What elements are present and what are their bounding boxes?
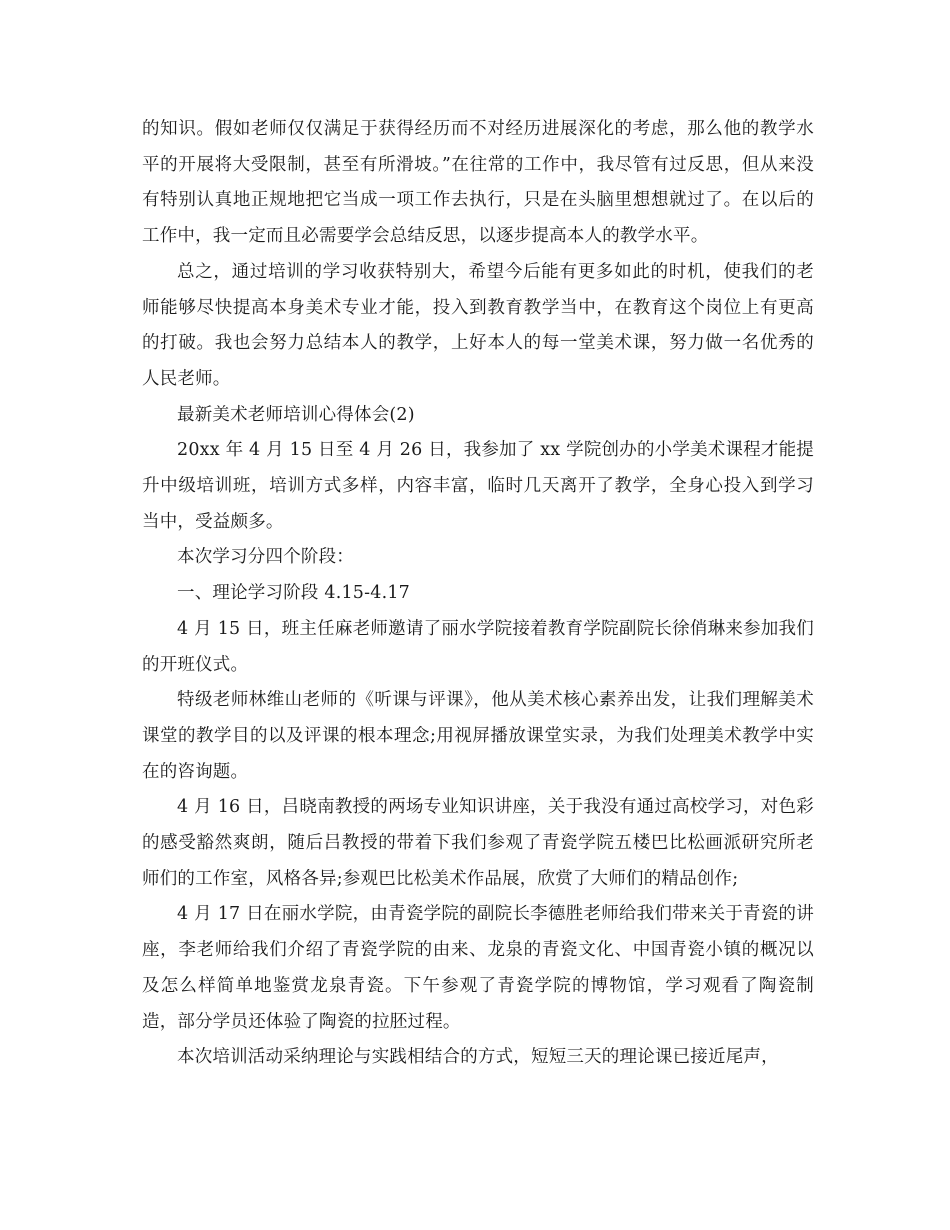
document-body	[142, 112, 814, 1076]
paragraph-3: 20xx 年 4 月 15 日至 4 月 26 日，我参加了 xx 学院创办的小学美术课程才能提升中级培训班，培训方式多样，内容丰富，临时几天离开了教学，全身心投入到学习当中，受益颇多。	[142, 440, 814, 532]
paragraph-9: 4 月 17 日在丽水学院，由青瓷学院的副院长李德胜老师给我们带来关于青瓷的讲座，李老师给我们介绍了青瓷学院的由来、龙泉的青瓷文化、中国青瓷小镇的概况以及怎么样简单地鉴赏龙泉青瓷。下午参观了青瓷学院的博物馆，学习观看了陶瓷制造，部分学员还体验了陶瓷的拉胚过程。	[142, 904, 814, 1032]
paragraph-1: 的知识。假如老师仅仅满足于获得经历而不对经历进展深化的考虑，那么他的教学水平的开展将大受限制，甚至有所滑坡。”在往常的工作中，我尽管有过反思，但从来没有特别认真地正规地把它当成一项工作去执行，只是在头脑里想想就过了。在以后的工作中，我一定而且必需要学会总结反思，以逐步提高本人的教学水平。	[142, 119, 814, 247]
section-heading: 最新美术老师培训心得体会(2)	[177, 404, 415, 425]
paragraph-10: 本次培训活动采纳理论与实践相结合的方式，短短三天的理论课已接近尾声，	[177, 1047, 779, 1068]
paragraph-6: 4 月 15 日，班主任麻老师邀请了丽水学院接着教育学院副院长徐俏琳来参加我们的开班仪式。	[142, 618, 814, 675]
paragraph-7: 特级老师林维山老师的《听课与评课》，他从美术核心素养出发，让我们理解美术课堂的教学目的以及评课的根本理念;用视屏播放课堂实录，为我们处理美术教学中实在的咨询题。	[142, 690, 814, 782]
paragraph-8: 4 月 16 日，吕晓南教授的两场专业知识讲座，关于我没有通过高校学习，对色彩的感受豁然爽朗，随后吕教授的带着下我们参观了青瓷学院五楼巴比松画派研究所老师们的工作室，风格各异;参观巴比松美术作品展，欣赏了大师们的精品创作;	[142, 797, 814, 889]
paragraph-5: 一、理论学习阶段 4.15-4.17	[177, 583, 411, 604]
paragraph-2: 总之，通过培训的学习收获特别大，希望今后能有更多如此的时机，使我们的老师能够尽快提高本身美术专业才能，投入到教育教学当中，在教育这个岗位上有更高的打破。我也会努力总结本人的教学，上好本人的每一堂美术课，努力做一名优秀的人民老师。	[142, 261, 814, 389]
paragraph-4: 本次学习分四个阶段：	[177, 547, 354, 568]
